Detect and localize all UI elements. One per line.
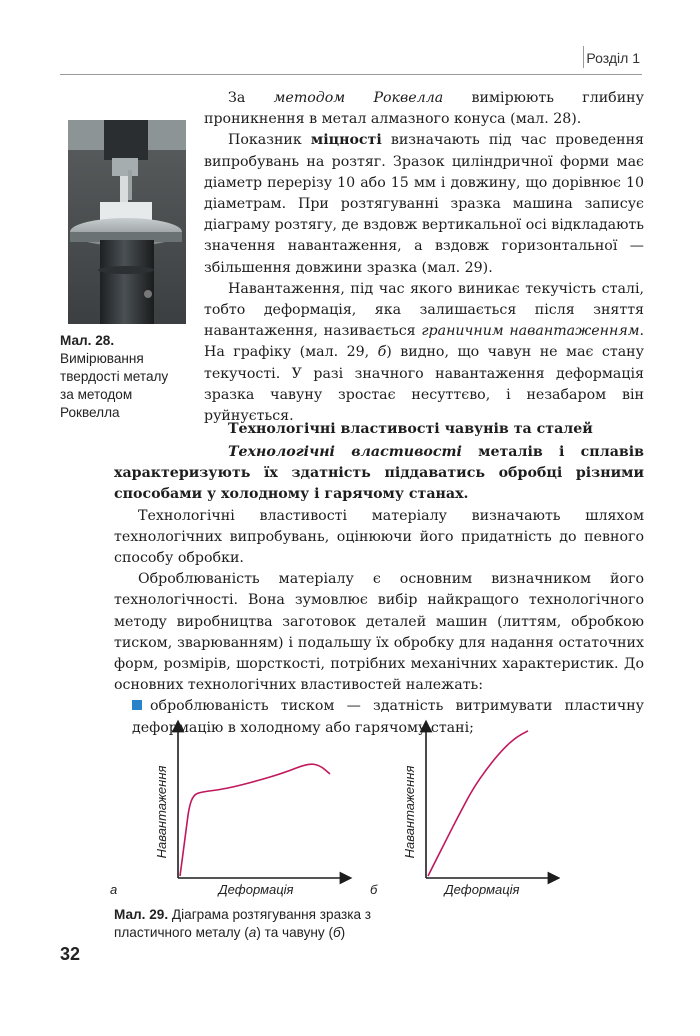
paragraph-rockwell: За методом Роквелла вимірюють глибину проникнення в метал алмазного конуса (мал. 28). (204, 90, 644, 128)
figure-28-caption (60, 332, 185, 422)
chart-a-xlabel: Деформація (218, 882, 294, 897)
figure-29-label: Мал. 29. (114, 907, 169, 922)
bullet-square-icon (132, 700, 142, 710)
paragraph-strength: Показник міцності визначають під час проведення випробувань на розтяг. Зразок циліндричної форми має діаметр перерізу 10 або 15 мм і довжину, що дорівнює 10 діаметрам. При розтягуванні зразка машина записує діаграму розтягу, де вздовж вертикальної осі відкладають значення навантаження, а вздовж горизонтальної — збільшення довжини зразка (мал. 29). (204, 132, 644, 276)
chart-a-ylabel: Навантаження (154, 765, 169, 859)
chart-b-ylabel: Навантаження (402, 765, 417, 859)
header-divider (583, 46, 584, 68)
paragraph-machinability: Оброблюваність матеріалу є основним визначником його технологічності. Вона зумовлює вибір найкращого технологічного методу виробництва заготовок деталей машин (литтям, обробкою тиском, зварюванням) і подальшу їх обробку для надання остаточних форм, розмірів, шорсткості, потрібних механічних характеристик. До основних технологічних властивостей належать: (114, 571, 644, 694)
chart-a-panel-label: а (110, 882, 118, 897)
section-title: Розділ 1 (586, 50, 640, 66)
figure-28-text: Вимірювання твердості металу за методом Роквелла (60, 351, 169, 420)
section-heading: Технологічні властивості чавунів та сталей (228, 421, 593, 437)
figure-29-charts (100, 718, 560, 908)
paragraph-tests: Технологічні властивості матеріалу визначають шляхом технологічних випробувань, оцінюючи його придатність до певного способу обробки. (114, 507, 644, 567)
figure-28-label: Мал. 28. (60, 333, 115, 348)
page-header (60, 44, 642, 75)
paragraph-definition: Технологічні властивості металів і сплавів характеризують їх здатність піддаватись обробці різними способами у холодному і гарячому станах. (114, 444, 644, 503)
body-column-full (114, 442, 644, 739)
rockwell-tester-photo (68, 120, 186, 324)
figure-29-caption: Мал. 29. Діаграма розтягування зразка з пластичного металу (а) та чавуну (б) (114, 907, 372, 940)
chart-a-series-line (180, 764, 330, 876)
body-column-right (204, 88, 644, 427)
page-number: 32 (60, 944, 81, 964)
chart-b-xlabel: Деформація (444, 882, 520, 897)
chart-b-series-line (428, 731, 528, 876)
stress-strain-diagrams (100, 718, 560, 908)
chart-b-panel-label: б (370, 882, 378, 897)
bullet-item: оброблюваність тиском — здатність витримувати пластичну деформацію в холодному або гарячому стані; (132, 698, 644, 736)
paragraph-load: Навантаження, під час якого виникає текучість сталі, тобто деформація, яка залишається після зняття навантаження, називається граничним навантаженням. На графіку (мал. 29, б) видно, що чавун не має стану текучості. У разі значного навантаження деформація зразка чавуну зростає несуттєво, і незабаром він руйнується. (204, 280, 645, 425)
